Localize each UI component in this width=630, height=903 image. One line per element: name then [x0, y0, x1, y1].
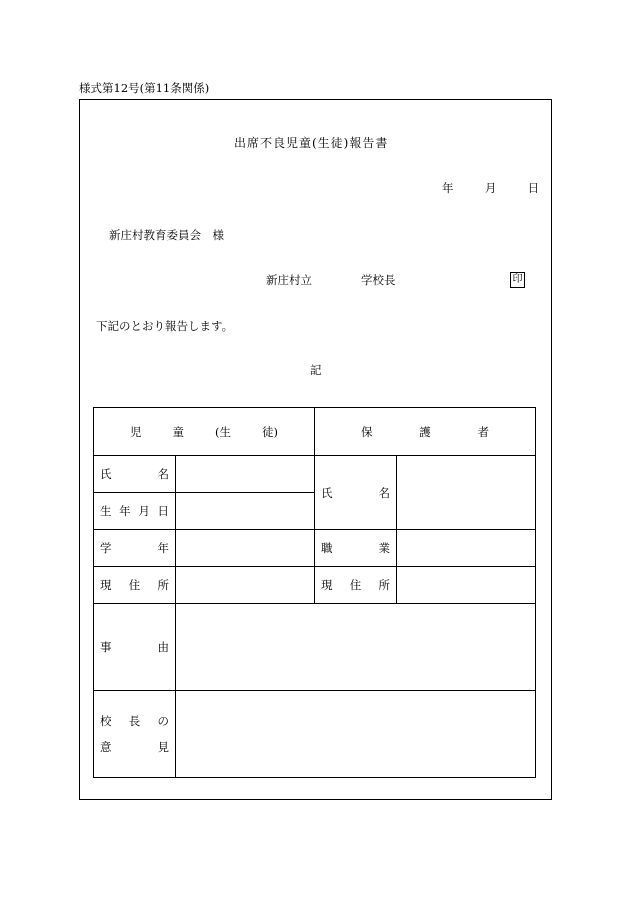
addressee: 新庄村教育委員会 様 [109, 228, 224, 242]
student-name-label: 氏 名 [94, 456, 176, 493]
occupation-field[interactable] [397, 530, 536, 567]
report-table [93, 407, 536, 778]
intro-text: 下記のとおり報告します。 [96, 319, 234, 333]
student-address-label: 現 住 所 [94, 567, 176, 604]
date-day: 日 [527, 181, 540, 195]
grade-field[interactable] [176, 530, 315, 567]
guardian-address-label: 現 住 所 [315, 567, 397, 604]
reason-field[interactable] [176, 604, 536, 691]
seal-mark: 印 [510, 271, 525, 288]
form-number: 様式第12号(第11条関係) [79, 81, 210, 95]
sender-principal: 学校長 [361, 273, 396, 287]
guardian-name-field[interactable] [397, 456, 536, 530]
birth-date-field[interactable] [176, 493, 315, 530]
student-address-field[interactable] [176, 567, 315, 604]
student-header: 児 童 (生 徒) [94, 408, 315, 456]
date-month: 月 [484, 181, 497, 195]
reason-label: 事 由 [94, 604, 176, 691]
ki-heading: 記 [310, 363, 322, 377]
guardian-header: 保 護 者 [315, 408, 536, 456]
guardian-address-field[interactable] [397, 567, 536, 604]
form-title: 出席不良児童(生徒)報告書 [234, 136, 389, 150]
date-year: 年 [442, 181, 454, 195]
principal-opinion-field[interactable] [176, 691, 536, 778]
date-line [442, 180, 539, 196]
student-name-field[interactable] [176, 456, 315, 493]
sender-village: 新庄村立 [266, 273, 312, 287]
grade-label: 学 年 [94, 530, 176, 567]
occupation-label: 職 業 [315, 530, 397, 567]
guardian-name-label: 氏 名 [315, 456, 397, 530]
birth-date-label: 生 年 月 日 [94, 493, 176, 530]
principal-opinion-label: 校 長 の 意 見 [94, 691, 176, 778]
